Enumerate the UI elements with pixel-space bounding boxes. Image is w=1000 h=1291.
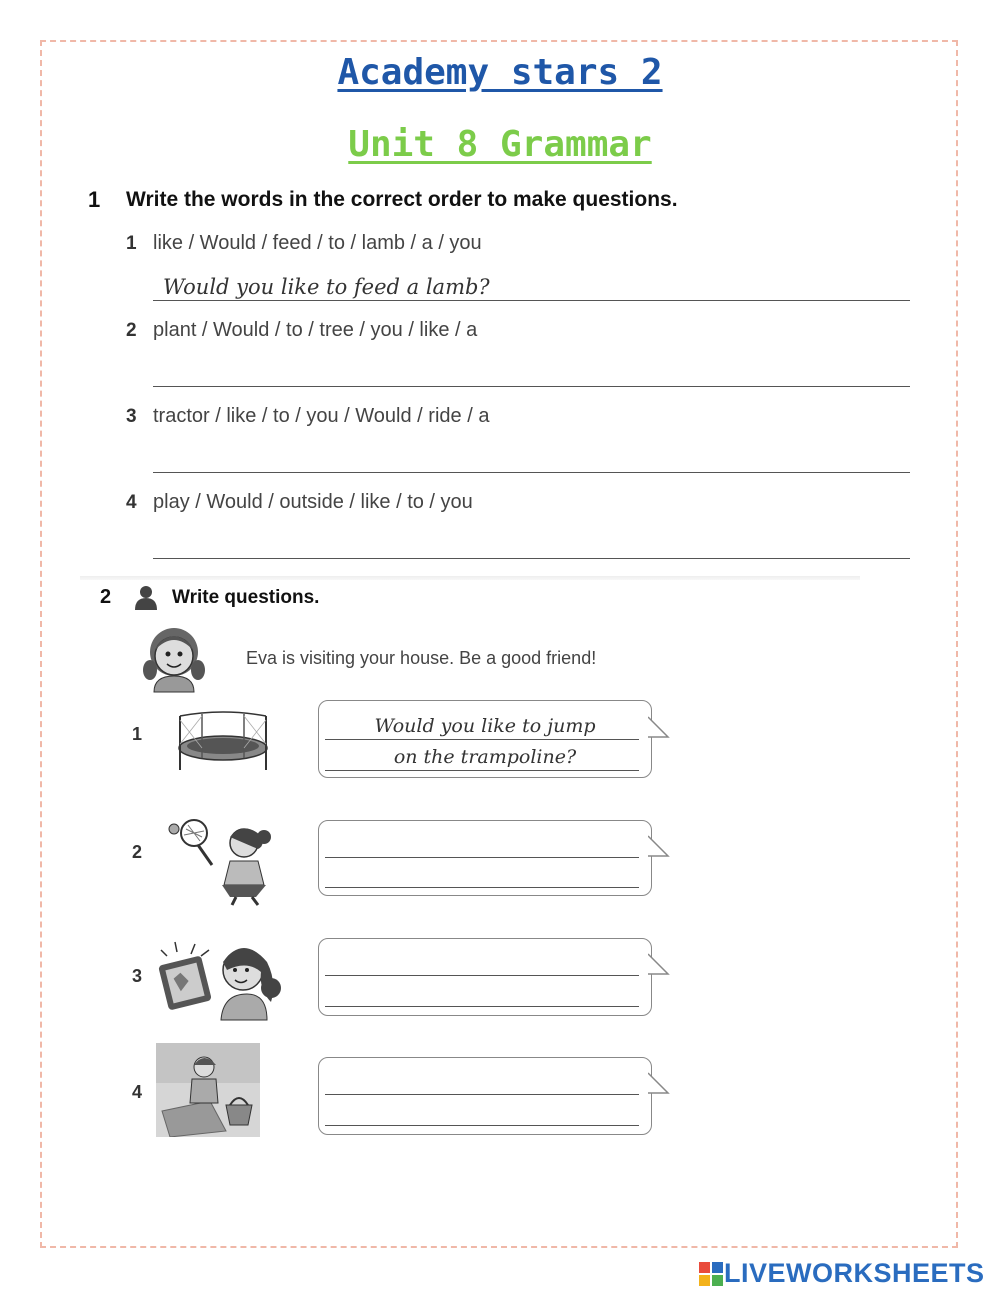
ex2-item-number: 3 bbox=[132, 966, 143, 986]
exercise1-number: 1 bbox=[88, 187, 101, 212]
page-title: Academy stars 2 bbox=[337, 52, 663, 93]
ex2-answer-text: Would you like to jump bbox=[374, 715, 596, 737]
eva-avatar bbox=[138, 620, 210, 694]
ex2-item-number: 1 bbox=[132, 724, 143, 744]
speech-bubble bbox=[318, 938, 652, 1016]
speech-bubble bbox=[318, 700, 652, 778]
bubble-tail bbox=[648, 952, 670, 978]
ex2-answer-line[interactable] bbox=[325, 1094, 639, 1095]
section-divider bbox=[80, 576, 860, 580]
ex1-item-number: 3 bbox=[126, 406, 137, 427]
speech-bubble bbox=[318, 820, 652, 896]
ex1-item-number: 4 bbox=[126, 492, 137, 513]
logo-text: LIVEWORKSHEETS bbox=[724, 1258, 985, 1288]
ex2-answer-line[interactable] bbox=[325, 975, 639, 976]
picnic-girl-picture bbox=[156, 1043, 260, 1137]
exercise2-prompt: Eva is visiting your house. Be a good friend! bbox=[246, 648, 597, 668]
bubble-tail bbox=[648, 715, 670, 741]
speech-bubble bbox=[318, 1057, 652, 1135]
ex1-item-words: play / Would / outside / like / to / you bbox=[153, 491, 473, 513]
ex1-answer-line[interactable] bbox=[153, 558, 910, 559]
ex2-answer-line[interactable] bbox=[325, 1006, 639, 1007]
ex1-item-words: like / Would / feed / to / lamb / a / you bbox=[153, 232, 482, 254]
exercise2-instruction: Write questions. bbox=[172, 587, 320, 608]
person-icon bbox=[134, 585, 158, 611]
logo-blocks-icon bbox=[698, 1261, 724, 1287]
ex2-answer-line[interactable] bbox=[325, 770, 639, 771]
ex1-item-number: 1 bbox=[126, 233, 137, 254]
ex1-answer-line[interactable] bbox=[153, 386, 910, 387]
ex2-answer-line[interactable] bbox=[325, 857, 639, 858]
liveworksheets-logo[interactable] bbox=[698, 1258, 985, 1289]
ex1-answer-line[interactable] bbox=[153, 300, 910, 301]
ex2-item-number: 4 bbox=[132, 1082, 143, 1102]
ex2-item-number: 2 bbox=[132, 842, 143, 862]
bubble-tail bbox=[648, 834, 670, 860]
ex2-answer-line[interactable] bbox=[325, 887, 639, 888]
ex1-answer-text: Would you like to feed a lamb? bbox=[163, 275, 490, 299]
exercise2-number: 2 bbox=[100, 586, 112, 608]
page-subtitle: Unit 8 Grammar bbox=[348, 124, 652, 165]
tennis-girl-picture bbox=[160, 815, 278, 907]
ex2-answer-line[interactable] bbox=[325, 1125, 639, 1126]
ex1-item-number: 2 bbox=[126, 320, 137, 341]
tablet-girl-picture bbox=[155, 932, 283, 1022]
ex2-answer-line[interactable] bbox=[325, 739, 639, 740]
ex1-item-words: plant / Would / to / tree / you / like / a bbox=[153, 319, 478, 341]
exercise1-instruction: Write the words in the correct order to make questions. bbox=[126, 188, 678, 211]
bubble-tail bbox=[648, 1071, 670, 1097]
ex1-item-words: tractor / like / to / you / Would / ride / a bbox=[153, 405, 490, 427]
trampoline-picture bbox=[172, 708, 274, 776]
ex1-answer-line[interactable] bbox=[153, 472, 910, 473]
ex2-answer-text: on the trampoline? bbox=[393, 746, 577, 768]
